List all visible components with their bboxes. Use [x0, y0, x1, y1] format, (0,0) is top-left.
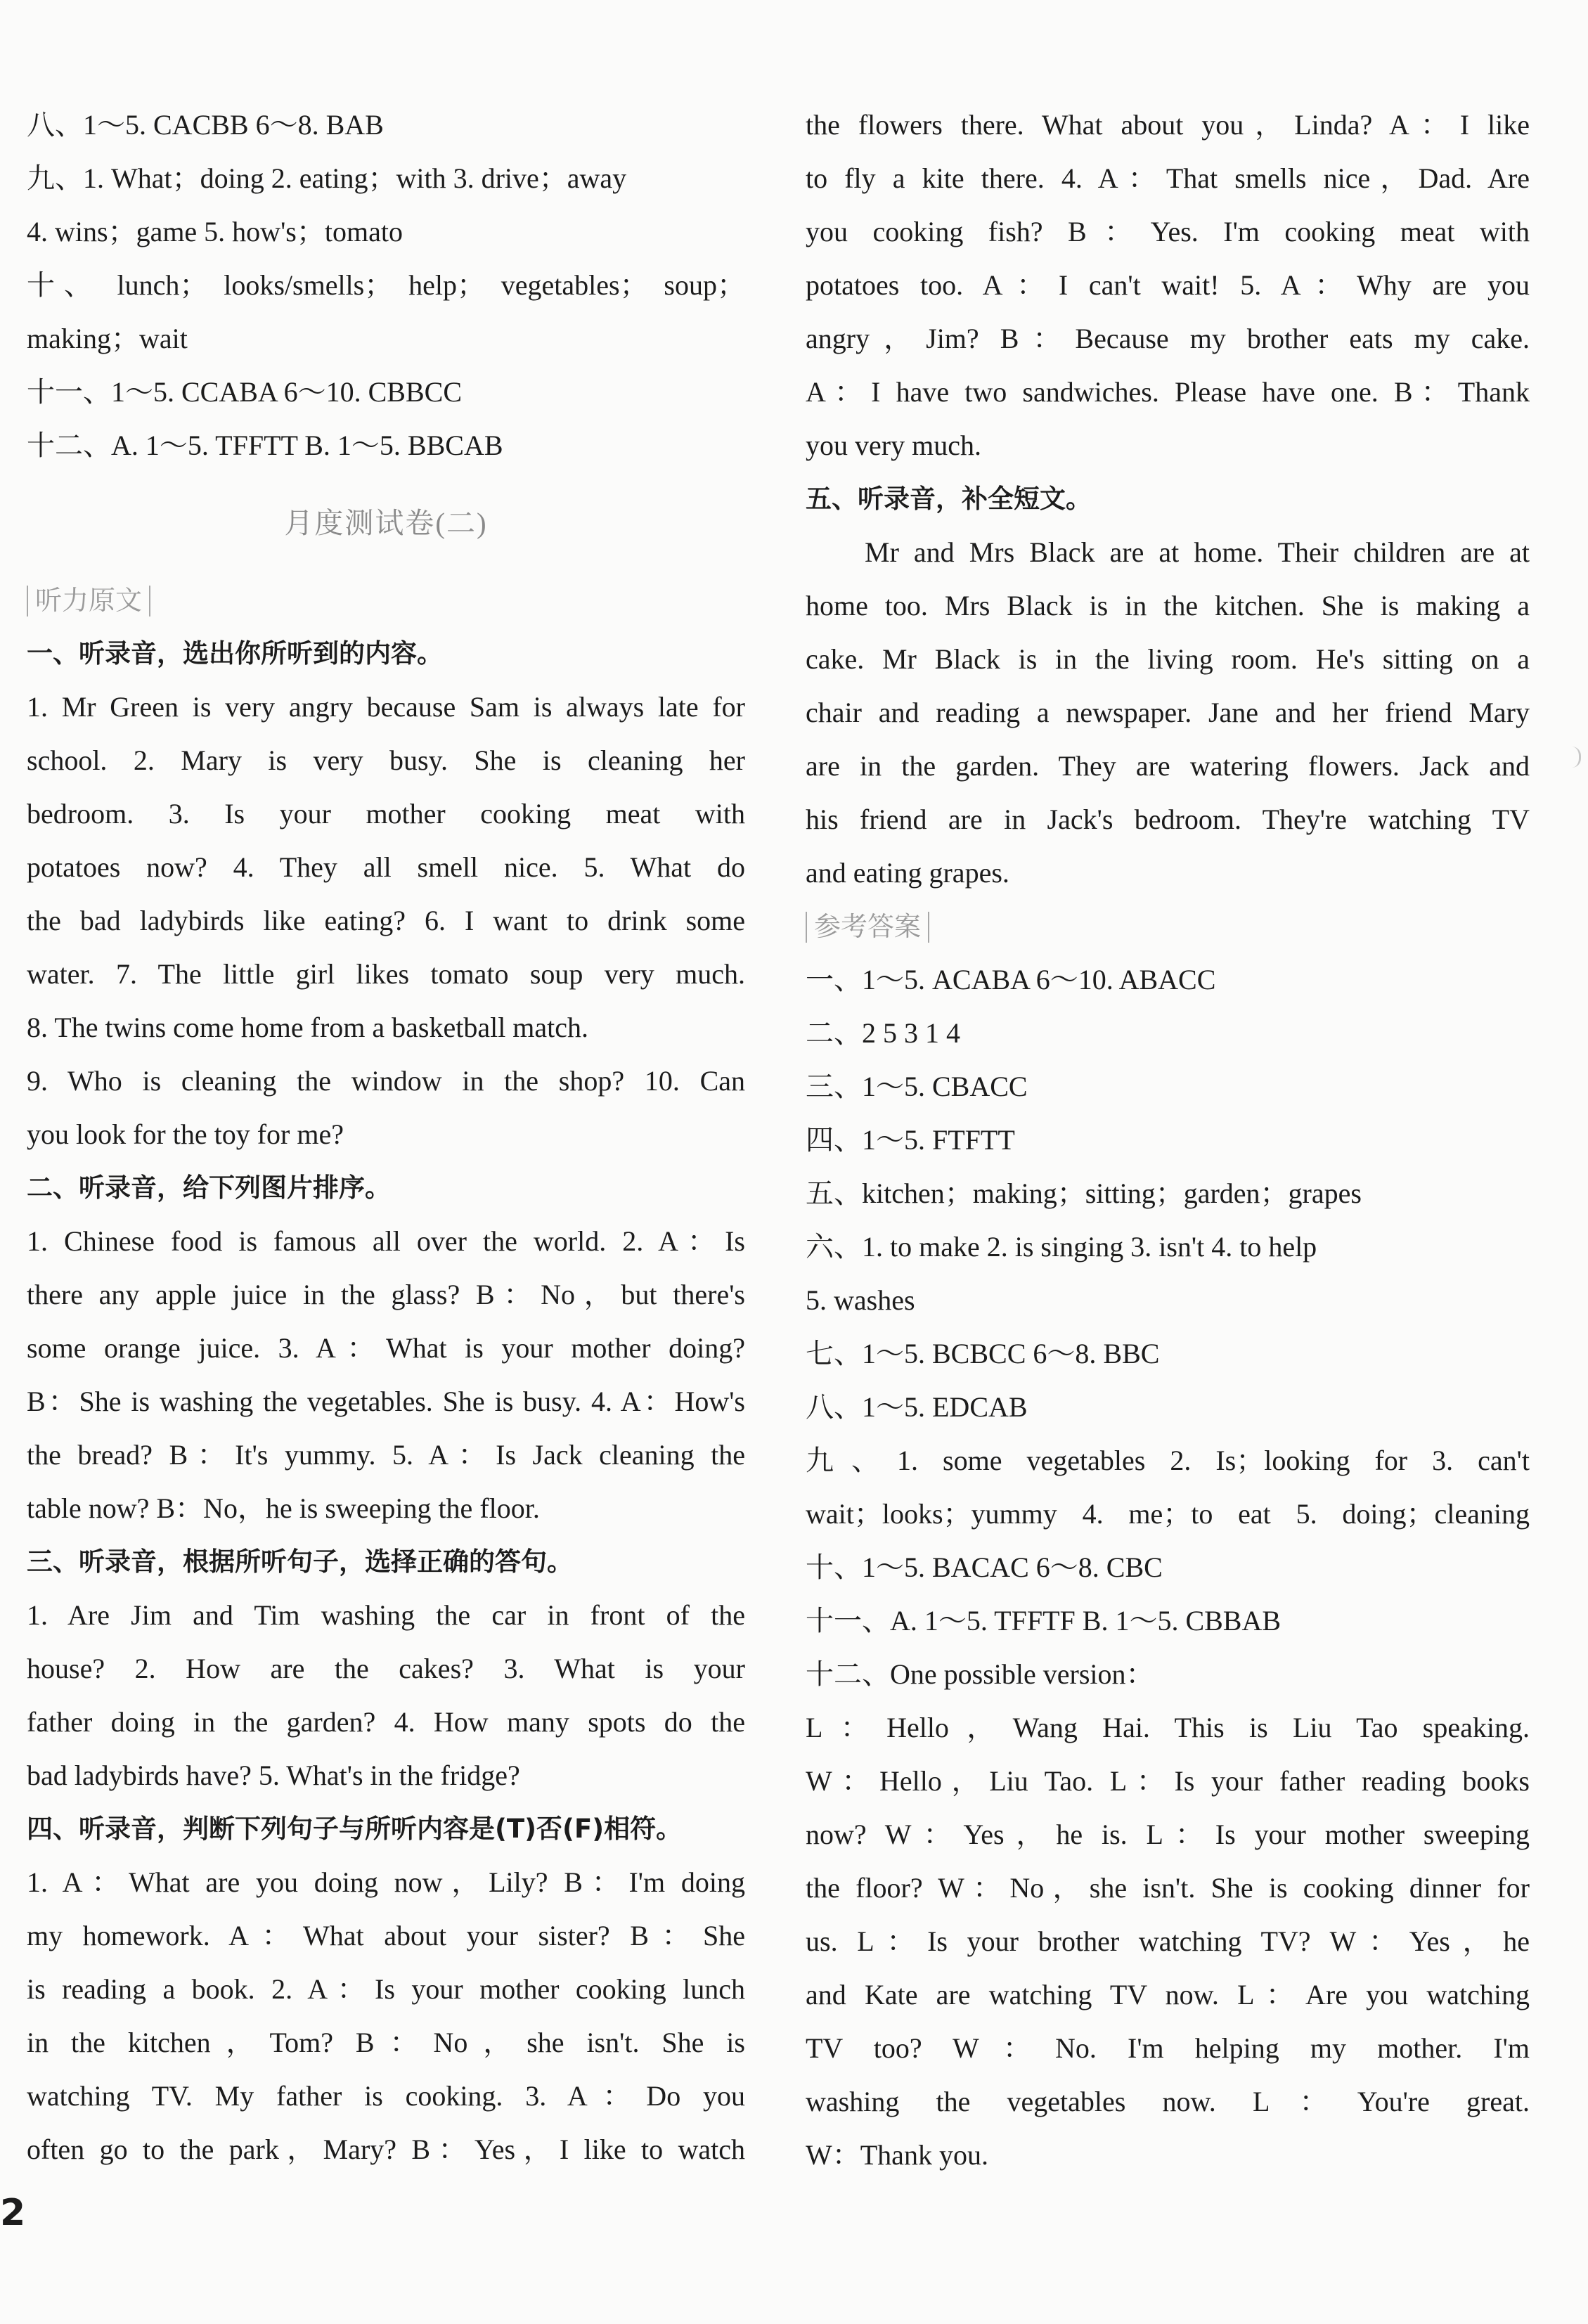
text-line: the floor? W：No，she isn't. She is cooking dinner for	[806, 1872, 1530, 1904]
page-edge-mark	[1572, 747, 1581, 768]
answer-line: 五、kitchen；making；sitting；garden；grapes	[806, 1177, 1362, 1209]
answer-line: making；wait	[27, 323, 188, 354]
answer-line: 四、1～5. FTFTT	[806, 1124, 1015, 1156]
text-line: cake. Mr Black is in the living room. He's sitting on a	[806, 643, 1530, 675]
bracket-label: 听力原文	[27, 586, 150, 616]
answer-line: 十、1～5. BACAC 6～8. CBC	[806, 1551, 1163, 1583]
answer-line: 8. The twins come home from a basketball match.	[27, 1012, 589, 1043]
text-line: 1. Mr Green is very angry because Sam is always late for	[27, 691, 745, 723]
text-line: watching TV. My father is cooking. 3. A：Do you	[27, 2080, 745, 2112]
text-line: A：I have two sandwiches. Please have one. B：Thank	[806, 376, 1530, 408]
answer-line: 八、1～5. CACBB 6～8. BAB	[27, 109, 384, 141]
text-line: the bad ladybirds like eating? 6. I want to drink some	[27, 905, 745, 936]
text-line: and Kate are watching TV now. L：Are you watching	[806, 1979, 1530, 2010]
answer-line: 九、1. What；doing 2. eating；with 3. drive；away	[27, 162, 627, 194]
text-line: school. 2. Mary is very busy. She is cleaning her	[27, 744, 745, 776]
answer-line: 八、1～5. EDCAB	[806, 1391, 1028, 1423]
answer-line: 十一、A. 1～5. TFFTF B. 1～5. CBBAB	[806, 1605, 1282, 1637]
answer-line: 一、1～5. ACABA 6～10. ABACC	[806, 964, 1216, 995]
text-line: in the kitchen，Tom? B：No，she isn't. She is	[27, 2027, 745, 2058]
text-line: often go to the park，Mary? B：Yes，I like to watch	[27, 2133, 745, 2165]
test-title: 月度测试卷(二)	[284, 507, 488, 539]
section-heading: 四、听录音，判断下列句子与所听内容是(T)否(F)相符。	[27, 1814, 683, 1844]
text-line: 十、 lunch； looks/smells； help； vegetables； soup；	[27, 269, 745, 301]
answer-line: 六、1. to make 2. is singing 3. isn't 4. to help	[806, 1231, 1317, 1263]
text-line: TV too? W：No. I'm helping my mother. I'm	[806, 2032, 1530, 2064]
text-line: his friend are in Jack's bedroom. They're watching TV	[806, 803, 1530, 835]
answer-line: 4. wins；game 5. how's；tomato	[27, 216, 403, 247]
text-line: home too. Mrs Black is in the kitchen. She is making a	[806, 590, 1530, 621]
text-line: 1. Chinese food is famous all over the world. 2. A：Is	[27, 1225, 745, 1257]
text-line: the flowers there. What about you，Linda? A：I like	[806, 109, 1530, 141]
page-number: 2	[0, 2192, 26, 2234]
section-heading: 一、听录音，选出你所听到的内容。	[27, 638, 443, 669]
text-line: are in the garden. They are watering flowers. Jack and	[806, 750, 1530, 782]
answer-line: you look for the toy for me?	[27, 1118, 344, 1150]
answer-line: 十一、1～5. CCABA 6～10. CBBCC	[27, 376, 463, 408]
text-line: potatoes now? 4. They all smell nice. 5. What do	[27, 851, 745, 883]
text-line: is reading a book. 2. A：Is your mother cooking lunch	[27, 1973, 745, 2005]
text-line: now? W：Yes，he is. L：Is your mother sweeping	[806, 1819, 1530, 1850]
text-line: angry，Jim? B：Because my brother eats my cake.	[806, 323, 1530, 354]
bracket-label: 参考答案	[806, 912, 929, 943]
text-line: chair and reading a newspaper. Jane and her friend Mary	[806, 697, 1530, 728]
text-line: bedroom. 3. Is your mother cooking meat with	[27, 798, 745, 829]
answer-line: bad ladybirds have? 5. What's in the fridge?	[27, 1760, 520, 1791]
text-line: you cooking fish? B：Yes. I'm cooking meat with	[806, 216, 1530, 247]
text-line: potatoes too. A：I can't wait! 5. A：Why are you	[806, 269, 1530, 301]
answer-line: 5. washes	[806, 1284, 915, 1316]
text-line: the bread? B：It's yummy. 5. A：Is Jack cleaning the	[27, 1439, 745, 1471]
text-line: there any apple juice in the glass? B：No，but there's	[27, 1279, 745, 1310]
answer-line: 十二、A. 1～5. TFFTT B. 1～5. BBCAB	[27, 430, 503, 461]
text-line: house? 2. How are the cakes? 3. What is your	[27, 1653, 745, 1684]
bracket-label-line	[806, 900, 1530, 953]
text-line: W：Hello，Liu Tao. L：Is your father reading books	[806, 1765, 1530, 1797]
text-line: us. L：Is your brother watching TV? W：Yes，he	[806, 1925, 1530, 1957]
text-line: washing the vegetables now. L：You're great.	[806, 2086, 1530, 2117]
answer-line: you very much.	[806, 430, 981, 461]
paragraph-first-line: Mr and Mrs Black are at home. Their children are at	[865, 536, 1530, 568]
text-line: L：Hello，Wang Hai. This is Liu Tao speaking.	[806, 1712, 1530, 1743]
text-line: father doing in the garden? 4. How many spots do the	[27, 1706, 745, 1738]
text-line: wait；looks；yummy 4. me；to eat 5. doing；cleaning	[806, 1498, 1530, 1530]
text-line: 9. Who is cleaning the window in the shop? 10. Can	[27, 1065, 745, 1097]
text-line: 1. A：What are you doing now，Lily? B：I'm doing	[27, 1866, 745, 1898]
text-line: 1. Are Jim and Tim washing the car in front of the	[27, 1599, 745, 1631]
text-line: some orange juice. 3. A：What is your mother doing?	[27, 1332, 745, 1364]
answer-line: 十二、One possible version：	[806, 1658, 1154, 1690]
text-line: 九、1. some vegetables 2. Is；looking for 3. can't	[806, 1445, 1530, 1476]
answer-line: 三、1～5. CBACC	[806, 1071, 1028, 1102]
text-line: B：She is washing the vegetables. She is busy. 4. A：How's	[27, 1386, 745, 1417]
section-heading: 五、听录音，补全短文。	[806, 484, 1092, 514]
answer-line: 二、2 5 3 1 4	[806, 1017, 960, 1049]
text-line: my homework. A：What about your sister? B：She	[27, 1920, 745, 1951]
text-line: water. 7. The little girl likes tomato soup very much.	[27, 958, 745, 990]
answer-line: and eating grapes.	[806, 857, 1009, 889]
section-heading: 三、听录音，根据所听句子，选择正确的答句。	[27, 1547, 573, 1577]
bracket-label-line	[27, 574, 745, 627]
answer-line: 七、1～5. BCBCC 6～8. BBC	[806, 1338, 1160, 1369]
section-heading: 二、听录音，给下列图片排序。	[27, 1173, 391, 1203]
answer-line: W：Thank you.	[806, 2139, 988, 2171]
text-line: to fly a kite there. 4. A：That smells nice，Dad. Are	[806, 162, 1530, 194]
answer-line: table now? B：No，he is sweeping the floor.	[27, 1492, 540, 1524]
